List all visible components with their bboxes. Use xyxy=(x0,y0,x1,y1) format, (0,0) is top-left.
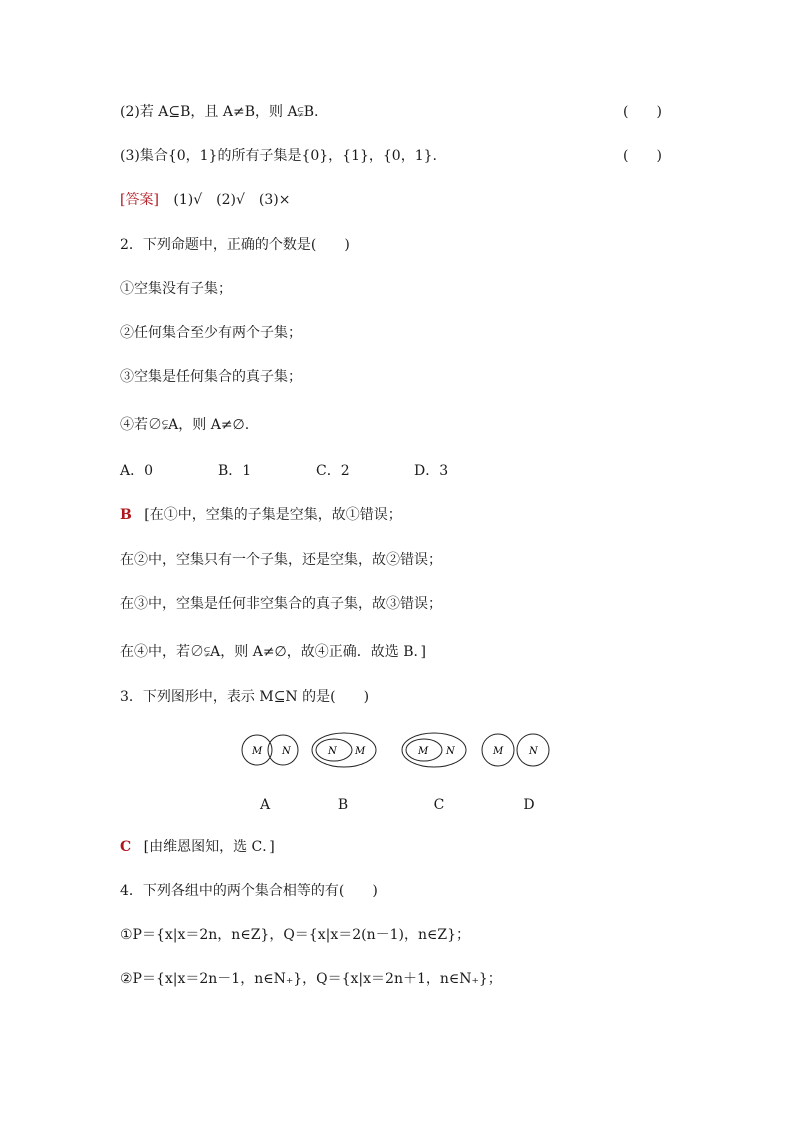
venn-d-m: M xyxy=(493,746,504,757)
answer-tag: [答案] xyxy=(120,192,159,208)
q1-answer xyxy=(120,190,290,210)
q1-item-3: (3)集合{0，1}的所有子集是{0}，{1}，{0，1}. xyxy=(120,148,437,164)
q3-stem: 3．下列图形中，表示 M⊆N 的是( ) xyxy=(120,689,370,705)
q2-option-d: D．3 xyxy=(414,463,449,479)
q1-answer-text: (1)√ (2)√ (3)× xyxy=(173,192,291,208)
q3-explanation xyxy=(120,837,275,857)
q2-answer-letter: B xyxy=(120,507,132,523)
venn-b xyxy=(312,733,376,767)
q1-item-2: (2)若 A⊆B，且 A≠B，则 A⫋B. xyxy=(120,104,319,120)
q3-explanation-text: [由维恩图知，选 C．] xyxy=(143,839,275,855)
venn-label-a: A xyxy=(259,797,271,813)
q1-bracket-3: ( ) xyxy=(623,148,662,164)
q2-stem: 2．下列命题中，正确的个数是( ) xyxy=(120,237,350,253)
venn-c xyxy=(402,733,466,767)
q2-explanation-text-1: [在①中，空集的子集是空集，故①错误； xyxy=(144,507,402,523)
q2-options xyxy=(120,461,512,481)
venn-a-n: N xyxy=(282,746,291,757)
q4-stem: 4．下列各组中的两个集合相等的有( ) xyxy=(120,883,378,899)
q2-statement-4: ④若∅⫋A，则 A≠∅. xyxy=(120,417,250,433)
venn-diagrams xyxy=(230,726,560,776)
venn-label-b: B xyxy=(337,797,349,813)
q2-option-c: C．2 xyxy=(316,463,350,479)
venn-d-n: N xyxy=(529,746,538,757)
q4-item-1: ①P＝{x|x＝2n，n∈Z}，Q＝{x|x＝2(n－1)，n∈Z}； xyxy=(120,927,470,943)
venn-b-n: N xyxy=(328,746,337,757)
q2-statement-1: ①空集没有子集； xyxy=(120,281,232,297)
q2-explanation-3: 在③中，空集是任何非空集合的真子集，故③错误； xyxy=(120,596,442,612)
q2-explanation-4: 在④中，若∅⫋A，则 A≠∅，故④正确．故选 B．] xyxy=(120,644,426,660)
q4-item-2: ②P＝{x|x＝2n－1，n∈N₊}，Q＝{x|x＝2n＋1，n∈N₊}； xyxy=(120,971,502,987)
q2-option-a: A．0 xyxy=(120,463,154,479)
q2-statement-2: ②任何集合至少有两个子集； xyxy=(120,325,302,341)
venn-label-d: D xyxy=(523,797,535,813)
venn-label-c: C xyxy=(433,797,445,813)
q1-bracket-2: ( ) xyxy=(623,104,662,120)
q2-statement-3: ③空集是任何集合的真子集； xyxy=(120,369,302,385)
venn-a-m: M xyxy=(252,746,263,757)
venn-c-n: N xyxy=(446,746,455,757)
venn-c-m: M xyxy=(418,746,429,757)
q2-option-b: B．1 xyxy=(218,463,252,479)
venn-b-m: M xyxy=(355,746,366,757)
q3-answer-letter: C xyxy=(120,839,132,855)
q2-explanation-2: 在②中，空集只有一个子集，还是空集，故②错误； xyxy=(120,552,442,568)
q2-explanation-1 xyxy=(120,505,402,525)
